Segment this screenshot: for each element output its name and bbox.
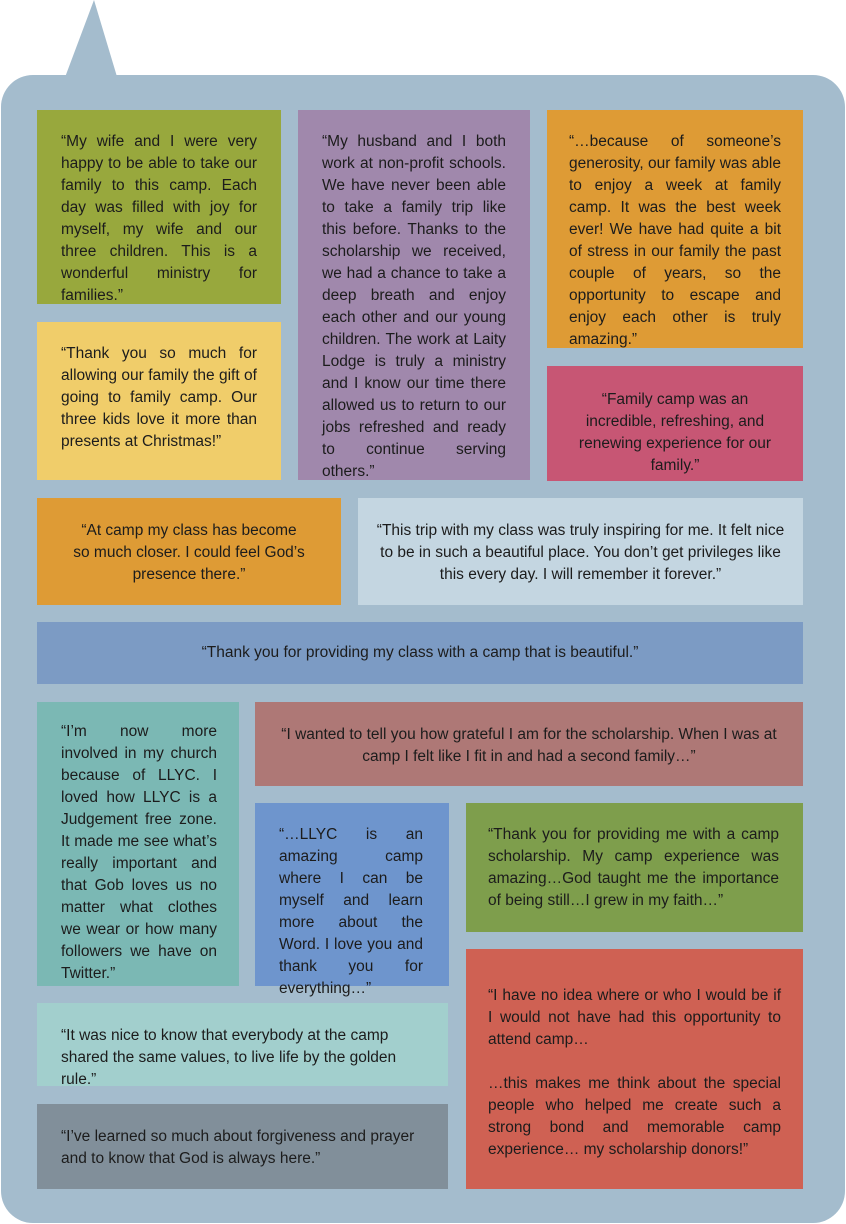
- testimonial-text: “Thank you so much for allowing our family the gift of going to family camp. Our three kids love it more than presents at Christmas!”: [61, 345, 257, 450]
- testimonial-second-family: [255, 702, 803, 786]
- testimonial-being-still: [466, 803, 803, 932]
- testimonial-text: “Thank you for providing my class with a camp that is beautiful.”: [201, 644, 639, 661]
- testimonial-text: “It was nice to know that everybody at the camp shared the same values, to live life by the golden rule.”: [61, 1027, 397, 1088]
- testimonial-text: “Thank you for providing me with a camp scholarship. My camp experience was amazing…God taught me the importance of being still…I grew in my faith…”: [488, 826, 779, 909]
- testimonial-no-idea: [466, 949, 803, 1189]
- testimonial-best-week-ever: [547, 110, 803, 348]
- testimonial-text: “I’m now more involved in my church because of LLYC. I loved how LLYC is a Judgement free zone. It made me see what’s really important and that Gob loves us no matter what clothes we wear or how many followers we have on Twitter.”: [61, 723, 217, 982]
- testimonial-text: “This trip with my class was truly inspiring for me. It felt nice to be in such a beautiful place. You don’t get privileges like this every day. I will remember it forever.”: [376, 522, 785, 583]
- testimonial-same-values: [37, 1003, 448, 1086]
- testimonial-camp-beautiful: [37, 622, 803, 684]
- testimonial-text: “Family camp was an incredible, refreshing, and renewing experience for our family.”: [578, 391, 772, 474]
- testimonial-text: “At camp my class has become so much closer. I could feel God’s presence there.”: [73, 522, 305, 583]
- testimonial-text: “…LLYC is an amazing camp where I can be myself and learn more about the Word. I love you and thank you for everything…”: [279, 826, 423, 997]
- testimonial-trip-inspiring: [358, 498, 803, 605]
- testimonial-non-profit-schools: [298, 110, 530, 480]
- testimonial-more-involved: [37, 702, 239, 986]
- testimonial-text-part-2: …this makes me think about the special people who helped me create such a strong bond and memorable camp experience… my scholarship donors!”: [488, 1075, 781, 1158]
- testimonial-text: “…because of someone’s generosity, our family was able to enjoy a week at family camp. It was the best week ever! We have had quite a bit of stress in our family the past couple of years, so the opportunity to escape and enjoy each other is truly amazing.”: [569, 133, 781, 348]
- testimonial-text: “My wife and I were very happy to be able to take our family to this camp. Each day was filled with joy for myself, my wife and our three children. This is a wonderful ministry for families.”: [61, 133, 257, 304]
- testimonial-wife-three-children: [37, 110, 281, 304]
- testimonial-incredible-experience: [547, 366, 803, 481]
- testimonial-amazing-camp: [255, 803, 449, 997]
- testimonial-text: “I wanted to tell you how grateful I am for the scholarship. When I was at camp I felt like I fit in and had a second family…”: [281, 726, 777, 765]
- testimonial-gift-of-camp: [37, 322, 281, 480]
- testimonial-class-closer: [37, 498, 341, 605]
- testimonial-forgiveness-prayer: [37, 1104, 448, 1189]
- testimonial-text: “I’ve learned so much about forgiveness and prayer and to know that God is always here.”: [61, 1128, 415, 1167]
- testimonial-text: “My husband and I both work at non-profit schools. We have never been able to take a family trip like this before. Thanks to the scholarship we received, we had a chance to take a deep breath and enjoy each other and our young children. The work at Laity Lodge is truly a ministry and I know our time there allowed us to return to our jobs refreshed and ready to continue serving others.”: [322, 133, 506, 480]
- testimonial-text-part-1: “I have no idea where or who I would be if I would not have had this opportunity to attend camp…: [488, 987, 781, 1048]
